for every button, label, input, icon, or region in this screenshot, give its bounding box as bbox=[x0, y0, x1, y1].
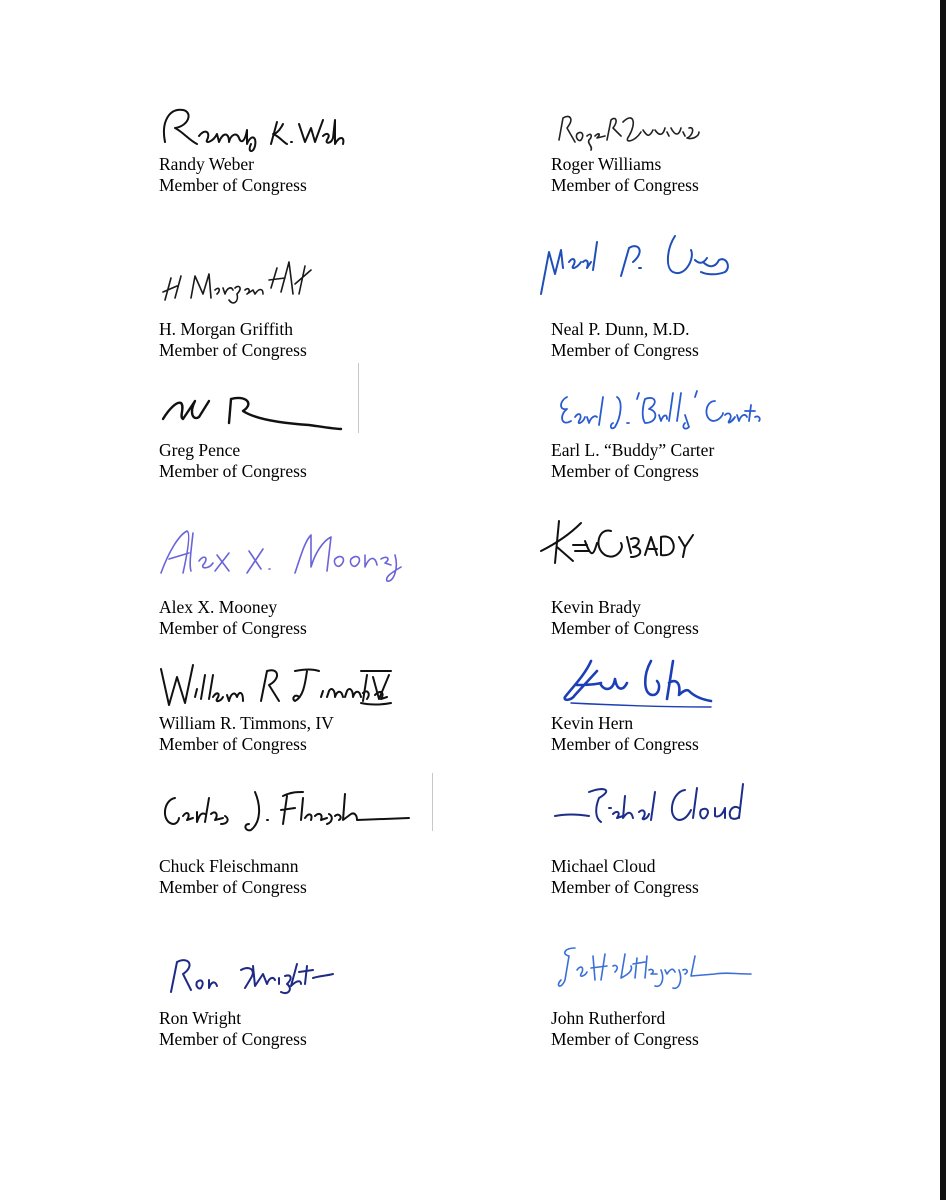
signature-alex-mooney bbox=[155, 521, 407, 587]
signatory-title: Member of Congress bbox=[159, 1029, 307, 1049]
signatory-name: Kevin Brady bbox=[551, 597, 641, 617]
signatory-name: Neal P. Dunn, M.D. bbox=[551, 319, 690, 339]
signature-earl-carter bbox=[555, 387, 765, 435]
signature-h-morgan-griffith bbox=[159, 254, 319, 316]
signatory-name: Kevin Hern bbox=[551, 713, 634, 733]
signatory-neal-dunn bbox=[551, 240, 851, 360]
signature-randy-weber bbox=[159, 102, 349, 154]
signatory-title: Member of Congress bbox=[551, 618, 699, 638]
signatory-title: Member of Congress bbox=[159, 340, 307, 360]
signature-greg-pence bbox=[159, 389, 349, 435]
signature-kevin-hern bbox=[561, 655, 741, 713]
signatory-title: Member of Congress bbox=[159, 877, 307, 897]
signature-roger-williams bbox=[553, 106, 723, 150]
signatory-title: Member of Congress bbox=[551, 175, 699, 195]
signatory-title: Member of Congress bbox=[159, 175, 307, 195]
signatory-john-rutherford bbox=[551, 940, 851, 1050]
signature-michael-cloud bbox=[551, 778, 761, 836]
signatory-title: Member of Congress bbox=[159, 461, 307, 481]
signature-chuck-fleischmann bbox=[157, 778, 417, 834]
signatory-greg-pence bbox=[159, 385, 459, 485]
signature-ron-wright bbox=[161, 948, 351, 1000]
signatory-name: Greg Pence bbox=[159, 440, 241, 460]
signature-william-timmons bbox=[155, 657, 395, 711]
signatory-title: Member of Congress bbox=[551, 1029, 699, 1049]
signatory-title: Member of Congress bbox=[159, 618, 307, 638]
signatory-randy-weber bbox=[159, 96, 459, 196]
signatory-name: Ron Wright bbox=[159, 1008, 242, 1028]
signatory-title: Member of Congress bbox=[159, 734, 307, 754]
signatory-chuck-fleischmann bbox=[159, 776, 459, 896]
signatory-kevin-brady bbox=[551, 515, 851, 645]
signatory-h-morgan-griffith bbox=[159, 240, 459, 360]
page-edge bbox=[940, 0, 946, 1200]
signature-john-rutherford bbox=[555, 940, 755, 998]
signatory-name: Randy Weber bbox=[159, 154, 254, 174]
signatory-title: Member of Congress bbox=[551, 340, 699, 360]
signatory-alex-mooney bbox=[159, 515, 459, 645]
signatory-name: Alex X. Mooney bbox=[159, 597, 278, 617]
signatory-roger-williams bbox=[551, 96, 851, 196]
signatory-earl-buddy-carter bbox=[551, 385, 851, 485]
signatory-title: Member of Congress bbox=[551, 461, 699, 481]
signatory-william-timmons bbox=[159, 655, 459, 755]
signatory-name: Chuck Fleischmann bbox=[159, 856, 299, 876]
signatory-title: Member of Congress bbox=[551, 734, 699, 754]
signatory-title: Member of Congress bbox=[551, 877, 699, 897]
signatory-kevin-hern bbox=[551, 655, 851, 755]
signatory-name: William R. Timmons, IV bbox=[159, 713, 334, 733]
signature-kevin-brady bbox=[533, 517, 693, 571]
signatory-ron-wright bbox=[159, 940, 459, 1050]
signatory-name: Earl L. “Buddy” Carter bbox=[551, 440, 715, 460]
signatory-name: Roger Williams bbox=[551, 154, 662, 174]
signatory-michael-cloud bbox=[551, 776, 851, 896]
signatory-name: Michael Cloud bbox=[551, 856, 656, 876]
signatory-name: John Rutherford bbox=[551, 1008, 666, 1028]
signatory-name: H. Morgan Griffith bbox=[159, 319, 293, 339]
signature-neal-dunn bbox=[535, 228, 735, 308]
